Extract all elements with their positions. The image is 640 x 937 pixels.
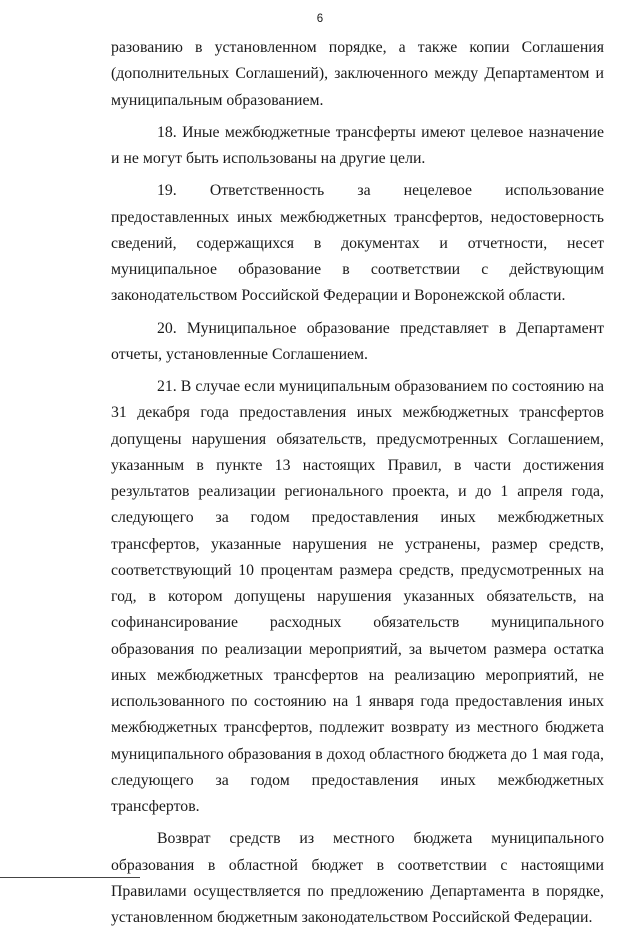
paragraph-19: 19. Ответственность за нецелевое использование предоставленных иных межбюджетных трансфертов, недостоверность сведений, содержащихся в документах и отчетности, несет муниципальное образование в соответствии с действующим законодательством Российской Федерации и Воронежской области. <box>111 182 604 305</box>
page-number: 6 <box>316 13 324 25</box>
paragraph-20: 20. Муниципальное образование представляет в Департамент отчеты, установленные Соглашением. <box>111 319 604 363</box>
footer-rule <box>0 877 140 878</box>
paragraph-21: 21. В случае если муниципальным образованием по состоянию на 31 декабря года предоставления иных межбюджетных трансфертов допущены нарушения обязательств, предусмотренных Соглашением, указанным в пункте 13 настоящих Правил, в части достижения результатов реализации регионального проекта, и до 1 апреля года, следующего за годом предоставления иных межбюджетных трансфертов, указанные нарушения не устранены, размер средств, соответствующий 10 процентам размера средств, предусмотренных на год, в котором допущены нарушения указанных обязательств, на софинансирование расходных обязательств муниципального образования по реализации мероприятий, за вычетом размера остатка иных межбюджетных трансфертов на реализацию мероприятий, не использованного по состоянию на 1 января года предоставления иных межбюджетных трансфертов, подлежит возврату из местного бюджета муниципального образования в доход областного бюджета до 1 мая года, следующего за годом предоставления иных межбюджетных трансфертов. <box>111 378 604 815</box>
paragraph-18: 18. Иные межбюджетные трансферты имеют целевое назначение и не могут быть использованы на другие цели. <box>111 123 604 167</box>
document-body <box>111 35 604 937</box>
paragraph-continuation: разованию в установленном порядке, а также копии Соглашения (дополнительных Соглашений), заключенного между Департаментом и муниципальным образованием. <box>111 39 604 109</box>
paragraph-return-of-funds: Возврат средств из местного бюджета муниципального образования в областной бюджет в соответствии с настоящими Правилами осуществляется по предложению Департамента в порядке, установленном бюджетным законодательством Российской Федерации. <box>111 830 604 926</box>
